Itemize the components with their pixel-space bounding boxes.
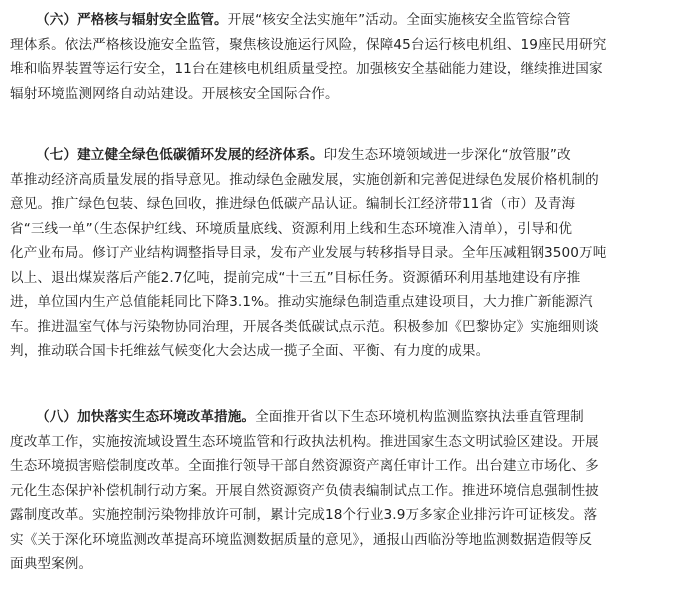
paragraph-line: 革推动经济高质量发展的指导意见。推动绿色金融发展，实施创新和完善促进绿色发展价格机制的: [10, 171, 599, 188]
paragraph-line: 面典型案例。: [10, 556, 93, 572]
paragraph-line: 省“三线一单”（生态保护红线、环境质量底线、资源利用上线和生态环境准入清单），引导和优: [10, 220, 573, 237]
paragraph-text: 全面推开省以下生态环境机构监测监察执法垂直管理制: [255, 409, 584, 425]
paragraph-line: 堆和临界装置等运行安全，11台在建核电机组质量受控。加强核安全基础能力建设，继续推进国家: [10, 61, 603, 77]
paragraph-line: 露制度改革。实施控制污染物排放许可制，累计完成18个行业3.9万多家企业排污许可证核发。落: [10, 507, 598, 523]
paragraph-first-line: [10, 405, 694, 430]
section-green-economy: [10, 143, 694, 364]
section-heading: （八）加快落实生态环境改革措施。: [36, 409, 256, 425]
paragraph-line: 生态环境损害赔偿制度改革。全面推行领导干部自然资源资产离任审计工作。出台建立市场化、多: [10, 458, 599, 474]
paragraph-line: 实《关于深化环境监测改革提高环境监测数据质量的意见》，通报山西临汾等地监测数据造假等反: [10, 531, 593, 548]
paragraph-line: 以上、退出煤炭落后产能2.7亿吨，提前完成“十三五”目标任务。资源循环利用基地建设有序推: [10, 269, 581, 286]
paragraph-line: 辐射环境监测网络自动站建设。开展核安全国际合作。: [10, 85, 339, 102]
section-heading: （七）建立健全绿色低碳循环发展的经济体系。: [36, 147, 324, 163]
paragraph-first-line: [10, 143, 694, 168]
paragraph-line: 化产业布局。修订产业结构调整指导目录，发布产业发展与转移指导目录。全年压减粗钢3500万吨: [10, 245, 607, 261]
paragraph-text: 印发生态环境领域进一步深化“放管服”改: [323, 147, 571, 163]
paragraph-first-line: [10, 8, 694, 33]
paragraph-text: 开展“核安全法实施年”活动。全面实施核安全监管综合管: [227, 12, 571, 28]
paragraph-line: 进，单位国内生产总值能耗同比下降3.1%。推动实施绿色制造重点建设项目，大力推广新能源汽: [10, 294, 593, 310]
paragraph-line: 元化生态保护补偿机制行动方案。开展自然资源资产负债表编制试点工作。推进环境信息强制性披: [10, 482, 599, 499]
paragraph-line: 理体系。依法严格核设施安全监管，聚焦核设施运行风险，保障45台运行核电机组、19座民用研究: [10, 36, 607, 53]
section-reform-measures: [10, 405, 694, 577]
section-heading: （六）严格核与辐射安全监管。: [36, 12, 228, 28]
paragraph-line: 判，推动联合国卡托维兹气候变化大会达成一揽子全面、平衡、有力度的成果。: [10, 343, 490, 359]
paragraph-line: 车。推进温室气体与污染物协同治理，开展各类低碳试点示范。积极参加《巴黎协定》实施细则谈: [10, 318, 599, 335]
paragraph-line: 意见。推广绿色包装、绿色回收，推进绿色低碳产品认证。编制长江经济带11省（市）及青海: [10, 196, 576, 212]
section-nuclear-safety: [10, 8, 694, 106]
paragraph-line: 度改革工作，实施按流域设置生态环境监管和行政执法机构。推进国家生态文明试验区建设。开展: [10, 433, 599, 450]
